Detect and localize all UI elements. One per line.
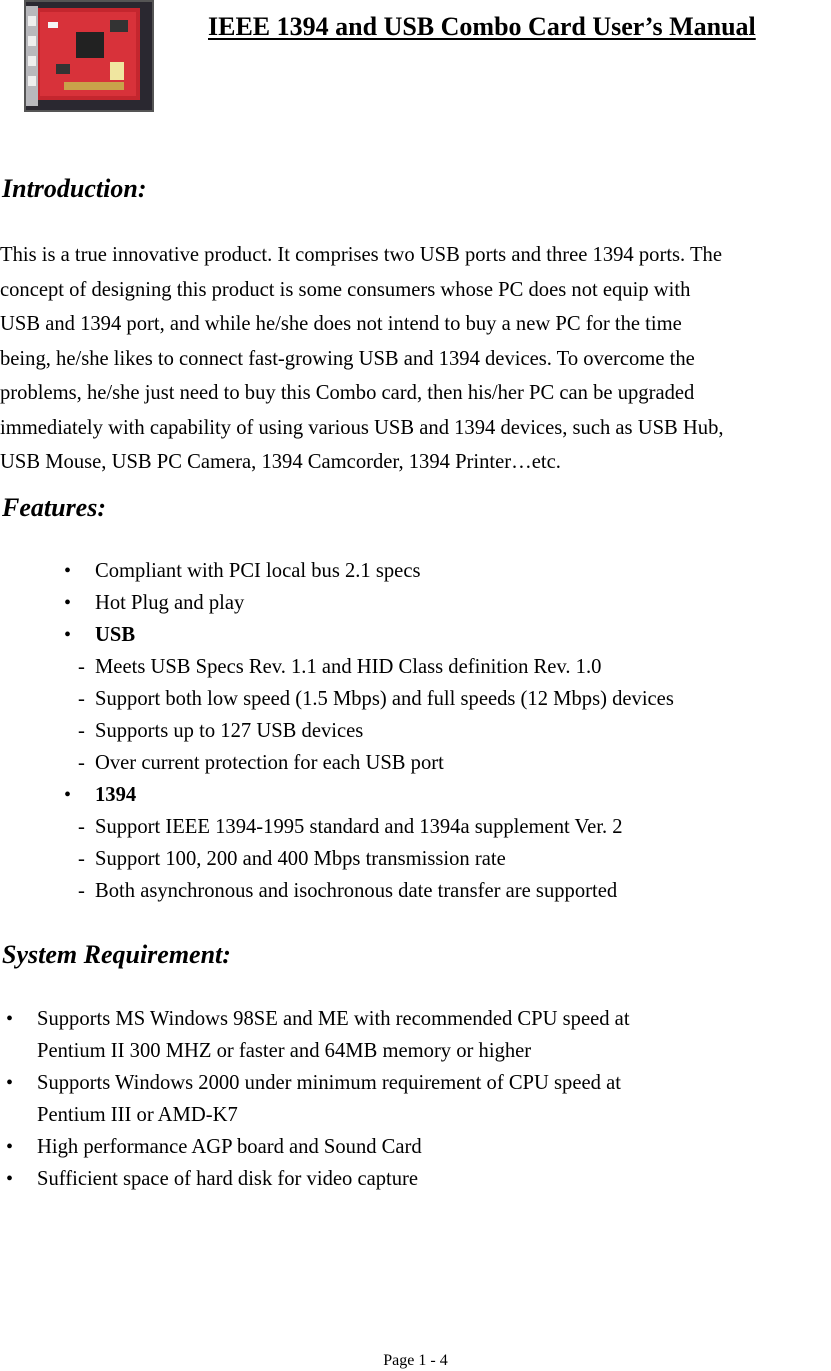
bullet-icon: • (64, 592, 72, 614)
paragraph-line: problems, he/she just need to buy this Combo card, then his/her PC can be upgraded (0, 382, 695, 404)
bullet-icon: • (64, 784, 72, 806)
requirement-item-continuation: Pentium III or AMD-K7 (37, 1104, 238, 1126)
requirement-item: High performance AGP board and Sound Card (37, 1136, 422, 1158)
ieee1394-subitem: Support 100, 200 and 400 Mbps transmission rate (95, 848, 506, 870)
requirement-item: Sufficient space of hard disk for video capture (37, 1168, 419, 1190)
page-number: Page 1 - 4 (383, 1352, 448, 1369)
bullet-icon: • (64, 560, 72, 582)
bullet-icon: • (6, 1072, 14, 1094)
bullet-icon: • (6, 1136, 14, 1158)
usb-subitem: Over current protection for each USB port (95, 752, 444, 774)
feature-1394-label: 1394 (95, 784, 137, 806)
paragraph-line: concept of designing this product is some consumers whose PC does not equip with (0, 278, 691, 301)
dash-marker: - (78, 656, 85, 678)
dash-marker: - (78, 720, 85, 742)
dash-marker: - (78, 688, 85, 710)
paragraph-line: This is a true innovative product. It comprises two USB ports and three 1394 ports. The (0, 244, 722, 266)
requirement-item: Supports Windows 2000 under minimum requirement of CPU speed at (37, 1072, 621, 1094)
usb-subitem: Supports up to 127 USB devices (95, 720, 364, 742)
document-title: IEEE 1394 and USB Combo Card User’s Manual (208, 12, 756, 41)
feature-item: Compliant with PCI local bus 2.1 specs (95, 560, 421, 582)
usb-subitem: Support both low speed (1.5 Mbps) and full speeds (12 Mbps) devices (95, 688, 674, 710)
bullet-icon: • (6, 1008, 14, 1030)
pci-card-icon (26, 2, 152, 110)
requirement-item: Supports MS Windows 98SE and ME with recommended CPU speed at (37, 1008, 630, 1030)
ieee1394-subitem: Both asynchronous and isochronous date transfer are supported (95, 880, 618, 902)
introduction-paragraph (0, 238, 831, 480)
dash-marker: - (78, 816, 85, 838)
ieee1394-subitem: Support IEEE 1394-1995 standard and 1394a supplement Ver. 2 (95, 816, 623, 838)
feature-item: Hot Plug and play (95, 592, 245, 614)
dash-marker: - (78, 752, 85, 774)
introduction-heading: Introduction: (2, 174, 147, 203)
dash-marker: - (78, 880, 85, 902)
usb-subitem: Meets USB Specs Rev. 1.1 and HID Class definition Rev. 1.0 (95, 656, 602, 678)
paragraph-line: being, he/she likes to connect fast-growing USB and 1394 devices. To overcome the (0, 347, 695, 370)
dash-marker: - (78, 848, 85, 870)
bullet-icon: • (6, 1168, 14, 1190)
features-heading: Features: (2, 493, 106, 522)
paragraph-line: USB Mouse, USB PC Camera, 1394 Camcorder, 1394 Printer…etc. (0, 451, 561, 473)
paragraph-line: immediately with capability of using various USB and 1394 devices, such as USB Hub, (0, 416, 724, 439)
feature-usb-label: USB (95, 624, 136, 646)
product-photo (24, 0, 154, 112)
system-requirement-heading: System Requirement: (2, 940, 231, 969)
bullet-icon: • (64, 624, 72, 646)
requirement-item-continuation: Pentium II 300 MHZ or faster and 64MB memory or higher (37, 1040, 532, 1062)
paragraph-line: USB and 1394 port, and while he/she does not intend to buy a new PC for the time (0, 313, 682, 335)
